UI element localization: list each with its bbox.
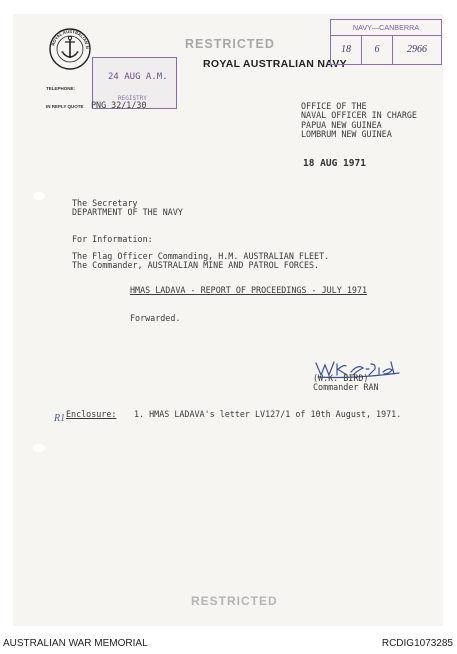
received-stamp-text: REGISTRY xyxy=(118,95,147,102)
handwritten-annotation: R1 xyxy=(54,413,66,424)
telephone-label: TELEPHONE: xyxy=(46,86,76,91)
svg-text:ROYAL AUSTRALIAN NAVY: ROYAL AUSTRALIAN N xyxy=(50,28,91,49)
archive-reference: RCDIG1073285 xyxy=(381,638,453,649)
organisation-title: ROYAL AUSTRALIAN NAVY xyxy=(203,58,347,70)
reply-quote-label: IN REPLY QUOTE xyxy=(46,104,84,109)
information-recipients xyxy=(72,252,329,271)
for-information-label: For Information: xyxy=(72,234,153,244)
registry-cell-1: 18 xyxy=(341,44,351,55)
letter-date: 18 AUG 1971 xyxy=(303,158,366,169)
office-line: OFFICE OF THE xyxy=(301,101,367,111)
addressee-line: DEPARTMENT OF THE NAVY xyxy=(72,207,183,218)
office-line: NAVAL OFFICER IN CHARGE xyxy=(301,110,417,121)
recipient-line: The Commander, AUSTRALIAN MINE AND PATROL FORCES. xyxy=(72,260,320,271)
received-stamp-date: 24 AUG A.M. xyxy=(108,72,168,82)
punch-hole-top xyxy=(33,192,45,200)
classification-bottom: RESTRICTED xyxy=(191,594,278,608)
archive-credit: AUSTRALIAN WAR MEMORIAL xyxy=(3,638,148,649)
addressee xyxy=(72,199,183,218)
registry-cell-2: 6 xyxy=(374,44,380,55)
subject-heading: HMAS LADAVA - REPORT OF PROCEEDINGS - JULY 1971 xyxy=(130,285,367,295)
registry-stamp xyxy=(330,19,442,65)
office-line: LOMBRUM NEW GUINEA xyxy=(301,129,392,140)
punch-hole-bottom xyxy=(33,444,45,452)
signatory-rank: Commander RAN xyxy=(313,382,379,392)
registry-cell-3: 2966 xyxy=(407,44,427,55)
office-address xyxy=(301,102,417,140)
office-line: PAPUA NEW GUINEA xyxy=(301,119,382,130)
classification-top: RESTRICTED xyxy=(185,37,275,51)
body-text: Forwarded. xyxy=(130,313,181,323)
reply-quote-reference: PNG 32/1/30 xyxy=(91,100,147,110)
signatory-name: (W.K. BIRD) xyxy=(313,373,369,383)
registry-stamp-header: NAVY—CANBERRA xyxy=(331,20,441,36)
recipient-line: The Flag Officer Commanding, H.M. AUSTRALIAN FLEET. xyxy=(72,251,330,261)
enclosure-text: 1. HMAS LADAVA's letter LV127/1 of 10th August, 1971. xyxy=(134,409,402,419)
navy-crest-logo xyxy=(48,27,92,71)
addressee-line: The Secretary xyxy=(72,198,138,208)
enclosure-label: Enclosure: xyxy=(66,409,117,419)
